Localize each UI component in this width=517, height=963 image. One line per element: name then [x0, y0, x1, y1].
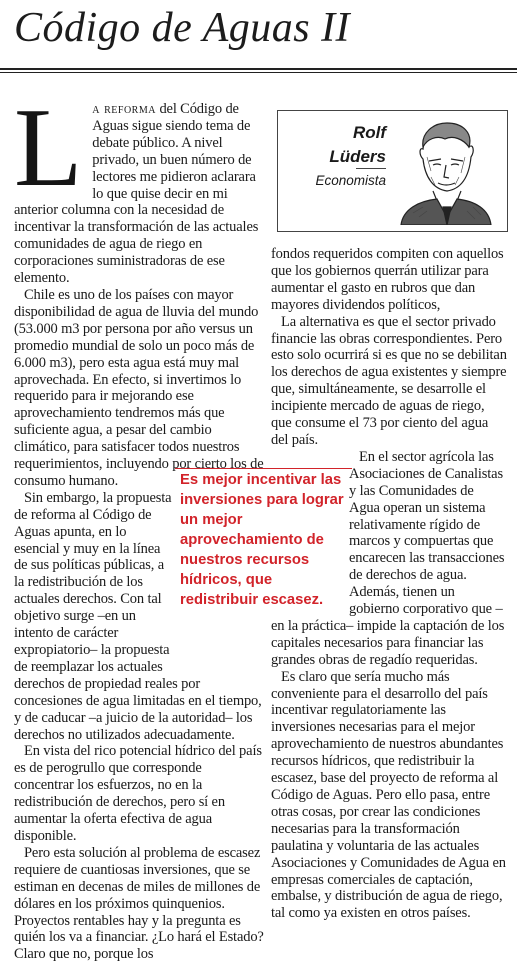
column-left	[14, 86, 264, 963]
author-divider	[356, 168, 386, 169]
headline-rule-thin	[0, 72, 517, 73]
paragraph: En vista del rico potencial hídrico del país es de perogrullo que corresponde concentrar los esfuerzos, no en la redistribución de derechos, pero sí en aumentar la oferta efectiva de agua disponible.	[14, 743, 262, 844]
author-last-name: Lüders	[329, 147, 386, 166]
paragraph: Sin embargo, la propuesta de reforma al Código de Aguas apunta, en lo esencial y muy en la línea de sus políticas públicas, a la redistribución de los actuales derechos. Con tal objetivo surge –en un intento de carácter expropiatorio– la propuesta de reemplazar los actuales derechos de propiedad reales por concesiones de agua limitadas en el tiempo, y de caducar –a juicio de la autoridad– los derechos no utilizados adecuadamente.	[14, 489, 262, 743]
headline-rule	[0, 68, 517, 70]
pullquote-space	[178, 490, 264, 660]
pullquote: Es mejor incentivar las inversiones para lograr un mejor aprovechamiento de nuestros recursos hídricos, que redistribuir escasez.	[180, 472, 344, 608]
paragraph: Pero esta solución al problema de escasez requiere de cuantiosas inversiones, que se estiman en decenas de miles de millones de dólares en los próximos quinquenios. Proyectos rentables hay y la pregunta es quién los va a financiar. ¿Lo hará el Estado? Claro que no, porque los	[14, 844, 264, 963]
article-headline: Código de Aguas II	[14, 5, 351, 51]
author-name	[329, 121, 386, 169]
drop-cap: L	[14, 86, 83, 210]
paragraph: En el sector agrícola las Asociaciones de Canalistas y las Comunidades de Agua operan un sistema relativamente rígido de marcos y compuertas que encarecen las transacciones de derechos de agua. Además, tienen un gobierno corporativo que –en la práctica– impide la captación de los capitales necesarios para financiar las grandes obras de regadío requeridas.	[271, 448, 505, 668]
column-right	[271, 246, 507, 922]
paragraph: Chile es uno de los países con mayor disponibilidad de agua de lluvia del mundo (53.000 m3 por persona por año versus un promedio mundial de solo un poco más de 6.000 m3), pero esta agua está muy mal aprovechada. En efecto, si invertimos lo requerido para ir mejorando ese aprovechamiento tendremos más que suficiente agua, a pesar del cambio climático, para satisfacer todos nuestros requerimientos, incluyendo por cierto los de consumo humano.	[14, 286, 264, 489]
paragraph-text: del Código de Aguas sigue siendo tema de debate público. A nivel privado, un buen número de lectores me pidieron aclarara lo que quise decir en mi anterior columna con la necesidad de incentivar la transformación de las actuales comunidades de agua de riego en corporaciones suministradoras de ese elemento.	[14, 101, 259, 287]
lead-in: a reforma	[92, 101, 156, 117]
author-box	[277, 110, 508, 232]
author-portrait	[393, 117, 497, 225]
pullquote-space	[263, 449, 343, 609]
author-role: Economista	[315, 173, 386, 188]
paragraph: La alternativa es que el sector privado financie las obras correspondientes. Pero esto solo ocurrirá si es que no se debilitan los derechos de agua existentes y siempre que, simultáneamente, se desarrolle el incipiente mercado de aguas de riego, que consume el 73 por ciento del agua del país.	[271, 313, 507, 448]
paragraph: Es claro que sería mucho más conveniente para el desarrollo del país incentivar regulatoriamente las inversiones necesarias para el mejor aprovechamiento de nuestros abundantes recursos hídricos, que redistribuir la escasez, base del proyecto de reforma al Código de Aguas. Pero ello pasa, entre otras cosas, por crear las condiciones necesarias para la transformación paulatina y voluntaria de las actuales Asociaciones y Comunidades de Agua en empresas comerciales de captación, embalse, y distribución de agua de riego, tal como ya existen en otros países.	[271, 668, 506, 922]
paragraph: fondos requeridos compiten con aquellos que los gobiernos querrán utilizar para aumentar el gasto en rubros que dan mayores dividendos políticos,	[271, 246, 504, 313]
author-first-name: Rolf	[352, 123, 386, 142]
